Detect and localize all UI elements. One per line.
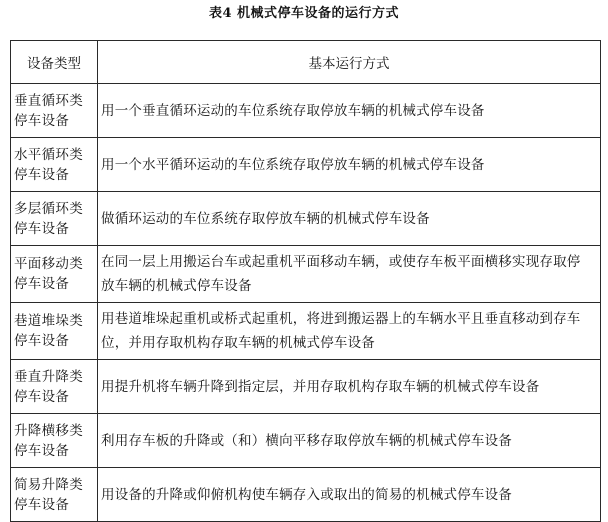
- equipment-type-cell: [11, 138, 98, 192]
- operation-description-cell: 做循环运动的车位系统存取停放车辆的机械式停车设备: [98, 192, 601, 246]
- equipment-type-line: 停车设备: [14, 388, 70, 405]
- equipment-type-line: 停车设备: [14, 442, 70, 459]
- equipment-type-cell: [11, 303, 98, 360]
- equipment-type-line: 简易升降类: [14, 476, 83, 493]
- table-row: [11, 414, 601, 468]
- equipment-type-cell: [11, 414, 98, 468]
- equipment-type-line: 多层循环类: [14, 200, 83, 217]
- equipment-type-line: 垂直循环类: [14, 92, 83, 109]
- operation-description-cell: 用提升机将车辆升降到指定层，并用存取机构存取车辆的机械式停车设备: [98, 360, 601, 414]
- equipment-type-cell: [11, 246, 98, 303]
- table-row: [11, 84, 601, 138]
- table-row: [11, 246, 601, 303]
- table-row: [11, 468, 601, 522]
- header-equipment-type: 设备类型: [11, 41, 98, 84]
- equipment-type-line: 平面移动类: [14, 256, 83, 272]
- equipment-type-line: 巷道堆垛类: [14, 313, 83, 329]
- equipment-type-line: 停车设备: [14, 166, 70, 183]
- table-title: 表4 机械式停车设备的运行方式: [208, 6, 400, 21]
- equipment-type-cell: [11, 84, 98, 138]
- operation-description-cell: 用一个垂直循环运动的车位系统存取停放车辆的机械式停车设备: [98, 84, 601, 138]
- equipment-type-line: 停车设备: [14, 276, 70, 292]
- operation-description-cell: 利用存车板的升降或（和）横向平移存取停放车辆的机械式停车设备: [98, 414, 601, 468]
- equipment-type-line: 垂直升降类: [14, 368, 83, 385]
- table-row: [11, 192, 601, 246]
- equipment-type-line: 停车设备: [14, 112, 70, 129]
- equipment-type-cell: [11, 360, 98, 414]
- equipment-type-cell: [11, 192, 98, 246]
- operation-description-cell: 用设备的升降或仰俯机构使车辆存入或取出的简易的机械式停车设备: [98, 468, 601, 522]
- operation-description-cell: 用巷道堆垛起重机或桥式起重机，将进到搬运器上的车辆水平且垂直移动到存车位，并用存取机构存取车辆的机械式停车设备: [98, 303, 601, 360]
- operation-modes-table: [10, 40, 601, 522]
- equipment-type-line: 停车设备: [14, 496, 70, 513]
- equipment-type-cell: [11, 468, 98, 522]
- equipment-type-line: 水平循环类: [14, 146, 83, 163]
- operation-description-cell: 用一个水平循环运动的车位系统存取停放车辆的机械式停车设备: [98, 138, 601, 192]
- table-row: [11, 138, 601, 192]
- table-header-row: [11, 41, 601, 84]
- equipment-type-line: 停车设备: [14, 220, 70, 237]
- table-row: [11, 303, 601, 360]
- header-operation-mode: 基本运行方式: [98, 41, 601, 84]
- equipment-type-line: 停车设备: [14, 333, 70, 349]
- equipment-type-line: 升降横移类: [14, 422, 83, 439]
- table-row: [11, 360, 601, 414]
- operation-description-cell: 在同一层上用搬运台车或起重机平面移动车辆，或使存车板平面横移实现存取停放车辆的机械式停车设备: [98, 246, 601, 303]
